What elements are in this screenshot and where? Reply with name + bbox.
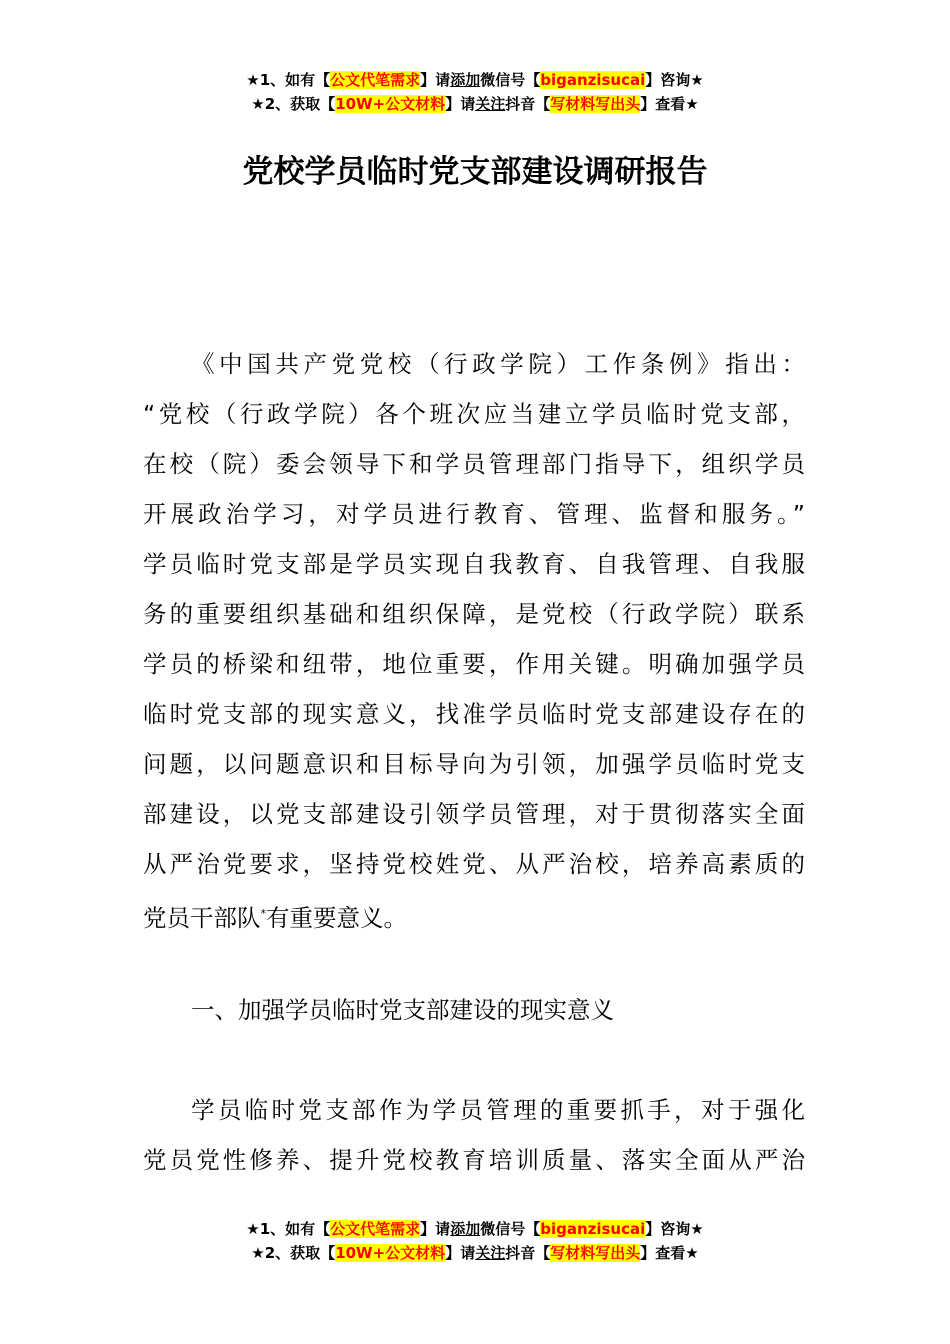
banner-line-2: [0, 1241, 950, 1265]
text-mark: *: [260, 907, 266, 920]
text-line: 问题，以问题意识和目标导向为引领，加强学员临时党支: [143, 750, 805, 778]
banner-text: ★1、如有【: [246, 1220, 331, 1238]
banner-highlight: 10W+公文材料: [335, 1244, 446, 1262]
banner-highlight: 公文代笔需求: [330, 71, 421, 89]
banner-text: 】请: [420, 71, 451, 89]
banner-douyin-id: 写材料写出头: [550, 1244, 641, 1262]
text-line: 部建设，以党支部建设引领学员管理，对于贯彻落实全面: [143, 800, 805, 828]
banner-underline-text: 关注: [475, 1244, 506, 1262]
banner-text: 微信号【: [480, 71, 541, 89]
text-fragment: 党员干部队: [143, 903, 261, 932]
text-line: 党员党性修养、提升党校教育培训质量、落实全面从严治: [143, 1146, 805, 1174]
bottom-banner: [0, 1217, 950, 1265]
banner-highlight: 10W+公文材料: [335, 95, 446, 113]
banner-text: 微信号【: [480, 1220, 541, 1238]
text-line: 从严治党要求，坚持党校姓党、从严治校，培养高素质的: [143, 850, 805, 878]
banner-text: 】查看★: [640, 95, 699, 113]
text-line: 《中国共产党党校（行政学院）工作条例》指出：: [191, 350, 805, 378]
banner-wechat-id: biganzisucai: [540, 71, 646, 89]
text-line: [143, 889, 805, 943]
text-line: 开展政治学习，对学员进行教育、管理、监督和服务。”: [143, 500, 805, 528]
banner-line-2: [0, 92, 950, 116]
text-fragment: 有重要意义。: [266, 903, 407, 932]
banner-text: 抖音【: [505, 1244, 551, 1262]
text-line: 务的重要组织基础和组织保障，是党校（行政学院）联系: [143, 600, 805, 628]
banner-underline-text: 关注: [475, 95, 506, 113]
banner-underline-text: 添加: [450, 1220, 481, 1238]
text-line: 学员临时党支部作为学员管理的重要抓手，对于强化: [191, 1096, 805, 1124]
banner-text: ★2、获取【: [251, 95, 336, 113]
paragraph-section1: [143, 1085, 805, 1185]
banner-text: 】请: [420, 1220, 451, 1238]
paragraph-intro: [143, 339, 805, 943]
text-line: 在校（院）委会领导下和学员管理部门指导下，组织学员: [143, 450, 805, 478]
page-title: 党校学员临时党支部建设调研报告: [242, 154, 708, 190]
banner-text: 】咨询★: [645, 71, 704, 89]
text-line: 临时党支部的现实意义，找准学员临时党支部建设存在的: [143, 700, 805, 728]
banner-underline-text: 添加: [450, 71, 481, 89]
banner-text: ★1、如有【: [246, 71, 331, 89]
banner-text: 】咨询★: [645, 1220, 704, 1238]
banner-wechat-id: biganzisucai: [540, 1220, 646, 1238]
banner-text: 】请: [445, 1244, 476, 1262]
section-heading: 一、加强学员临时党支部建设的现实意义: [191, 996, 614, 1024]
text-line: 学员的桥梁和纽带，地位重要，作用关键。明确加强学员: [143, 650, 805, 678]
banner-highlight: 公文代笔需求: [330, 1220, 421, 1238]
text-line: “党校（行政学院）各个班次应当建立学员临时党支部，: [143, 400, 805, 428]
banner-text: 抖音【: [505, 95, 551, 113]
top-banner: [0, 68, 950, 116]
banner-line-1: [0, 68, 950, 92]
banner-text: 】请: [445, 95, 476, 113]
banner-line-1: [0, 1217, 950, 1241]
text-line: 学员临时党支部是学员实现自我教育、自我管理、自我服: [143, 550, 805, 578]
banner-douyin-id: 写材料写出头: [550, 95, 641, 113]
banner-text: ★2、获取【: [251, 1244, 336, 1262]
banner-text: 】查看★: [640, 1244, 699, 1262]
